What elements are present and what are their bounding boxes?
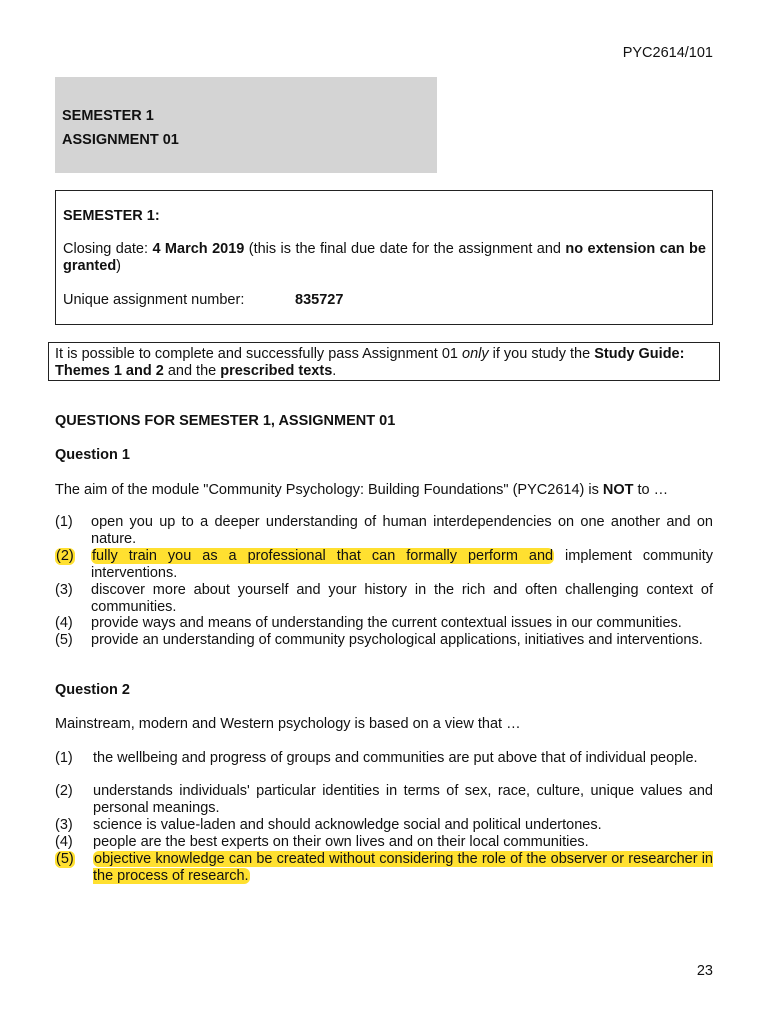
title-assignment: ASSIGNMENT 01 (62, 132, 179, 148)
section-heading: QUESTIONS FOR SEMESTER 1, ASSIGNMENT 01 (55, 413, 396, 429)
option-number: (1) (55, 514, 73, 530)
option-number: (4) (55, 834, 73, 850)
option-text: understands individuals' particular identities in terms of sex, race, culture, unique values and personal meanings. (93, 783, 713, 816)
question-1-stem: The aim of the module "Community Psychology: Building Foundations" (PYC2614) is NOT to … (55, 482, 669, 498)
option-text (93, 851, 713, 885)
option-number: (5) (55, 632, 73, 648)
page-number: 23 (696, 963, 713, 979)
option-text: provide ways and means of understanding the current contextual issues in our communities. (91, 615, 682, 631)
option-text: fully train you as a professional that can formally perform and implement community interventions. (91, 548, 713, 581)
option-number: (2) (55, 783, 73, 799)
option-text: people are the best experts on their own lives and on their local communities. (93, 834, 589, 850)
study-note-text: It is possible to complete and successfully pass Assignment 01 only if you study the Study Guide: Themes 1 and 2 and the prescribed texts. (55, 346, 685, 379)
option-number: (4) (55, 615, 73, 631)
unique-number-value: 835727 (295, 292, 344, 308)
option-text: the wellbeing and progress of groups and communities are put above that of individual people. (93, 750, 698, 766)
title-box (55, 77, 437, 173)
option-text: science is value-laden and should acknowledge social and political undertones. (93, 817, 602, 833)
question-2-heading: Question 2 (55, 682, 130, 698)
highlighted-text: objective knowledge can be created without considering the role of the observer or researcher in the process of research. (93, 851, 713, 884)
option-text: discover more about yourself and your history in the rich and often challenging context of communities. (91, 582, 713, 615)
option-number: (1) (55, 750, 73, 766)
question-2-stem: Mainstream, modern and Western psychology is based on a view that … (55, 716, 521, 732)
option-number: (5) (56, 851, 74, 867)
option-number: (3) (55, 817, 73, 833)
option-text: open you up to a deeper understanding of human interdependencies on one another and on nature. (91, 514, 713, 547)
no-extension-text: no extension can be granted (63, 241, 706, 274)
unique-number-label: Unique assignment number: (63, 292, 245, 308)
closing-date-text: Closing date: 4 March 2019 (this is the final due date for the assignment and no extension can be granted) (63, 241, 706, 274)
option-number: (3) (55, 582, 73, 598)
highlighted-text: fully train you as a professional that can formally perform and (92, 548, 554, 564)
closing-date: 4 March 2019 (152, 241, 245, 257)
option-number: (2) (56, 548, 74, 564)
title-semester: SEMESTER 1 (62, 108, 154, 124)
info-heading: SEMESTER 1: (63, 208, 160, 224)
option-text: provide an understanding of community psychological applications, initiatives and interventions. (91, 632, 703, 648)
assignment-info-box (55, 190, 713, 325)
question-1-heading: Question 1 (55, 447, 130, 463)
course-code: PYC2614/101 (622, 45, 713, 61)
study-note-box (48, 342, 720, 381)
